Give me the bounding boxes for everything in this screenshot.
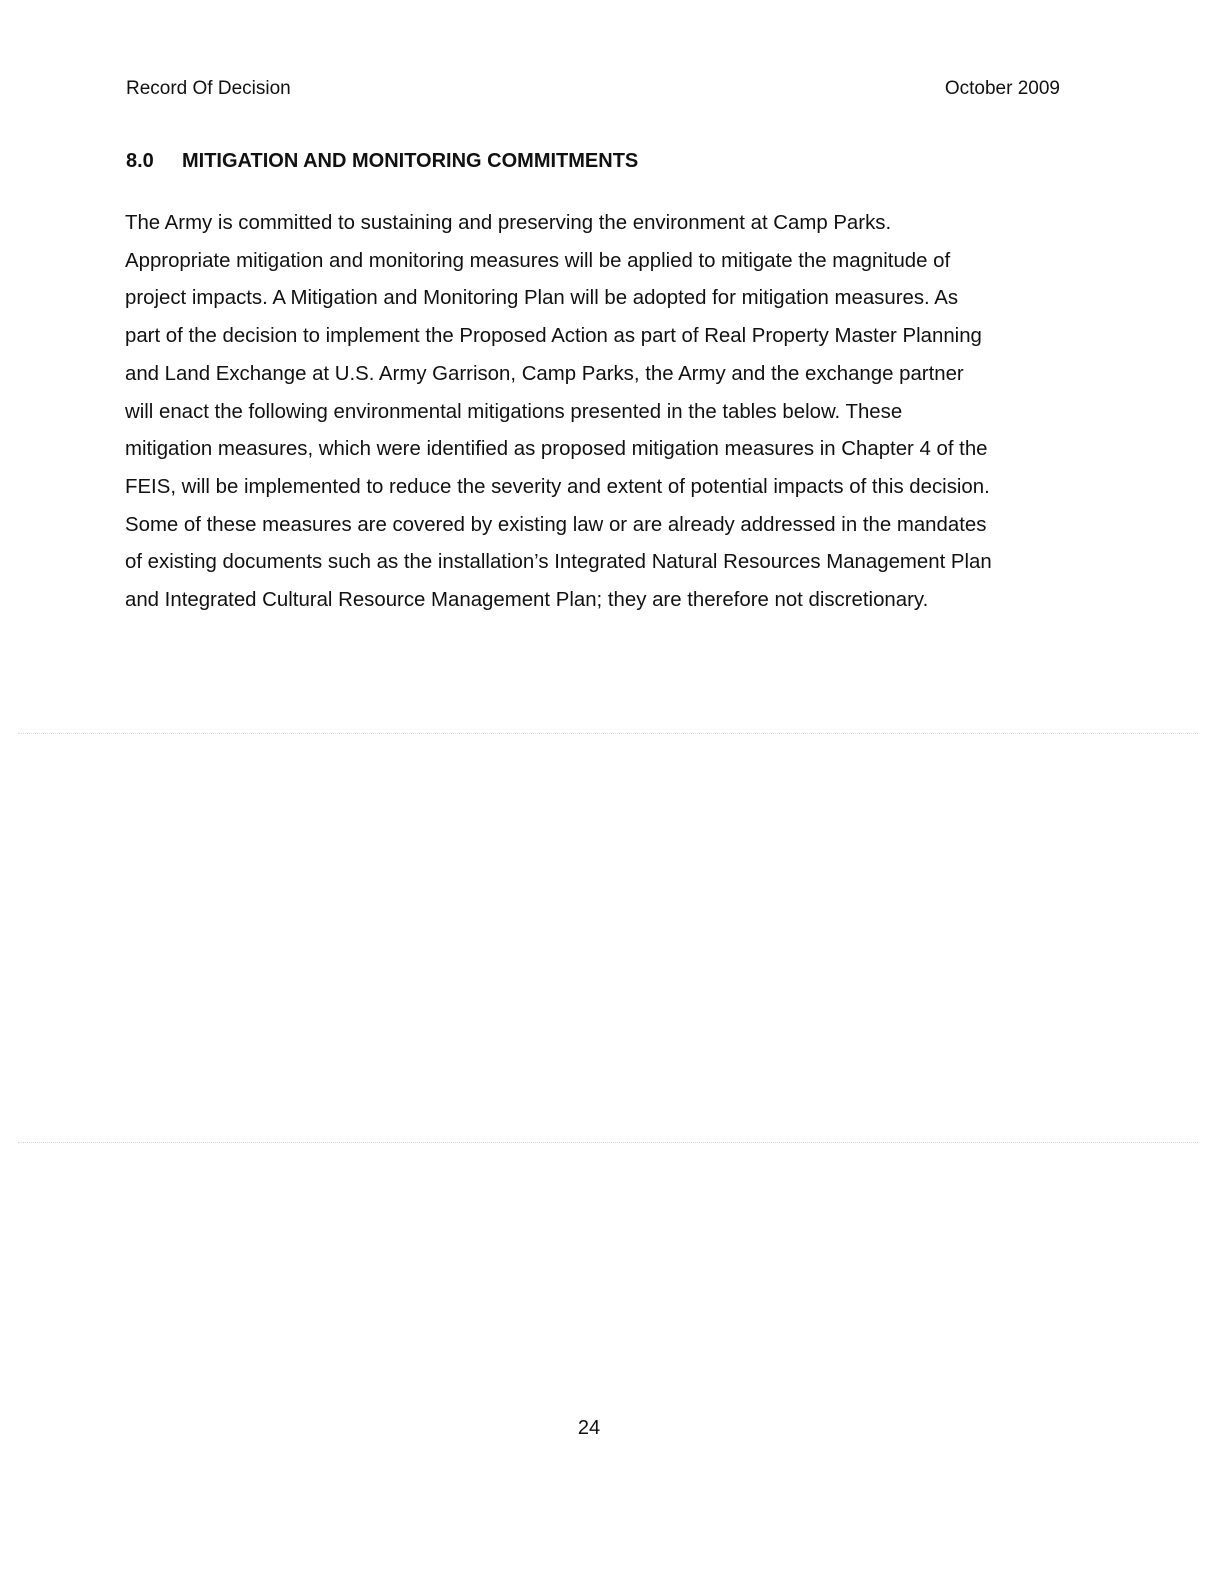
body-paragraph [125,205,1069,620]
section-number: 8.0 [126,150,154,172]
paragraph-line: will enact the following environmental mitigations presented in the tables below. These [125,400,903,423]
paragraph-line: and Land Exchange at U.S. Army Garrison, Camp Parks, the Army and the exchange partner [125,362,964,385]
section-title: MITIGATION AND MONITORING COMMITMENTS [182,150,639,172]
paragraph-line: FEIS, will be implemented to reduce the severity and extent of potential impacts of this decision. [125,475,990,498]
scan-artifact-line [18,733,1198,734]
header-document-title: Record Of Decision [126,78,291,99]
paragraph-line: mitigation measures, which were identified as proposed mitigation measures in Chapter 4 of the [125,438,988,461]
scan-artifact-line [18,1142,1198,1143]
section-heading [126,148,638,174]
paragraph-line: and Integrated Cultural Resource Management Plan; they are therefore not discretionary. [125,589,929,612]
paragraph-line: part of the decision to implement the Proposed Action as part of Real Property Master Planning [125,325,982,348]
paragraph-line: The Army is committed to sustaining and preserving the environment at Camp Parks. [125,212,892,234]
paragraph-line: Appropriate mitigation and monitoring measures will be applied to mitigate the magnitude of [125,249,951,272]
paragraph-line: project impacts. A Mitigation and Monitoring Plan will be adopted for mitigation measures. As [125,287,959,310]
paragraph-line: of existing documents such as the installation’s Integrated Natural Resources Management Plan [125,551,992,574]
page-number: 24 [577,1417,601,1439]
header-date: October 2009 [944,78,1060,99]
paragraph-line: Some of these measures are covered by existing law or are already addressed in the mandates [125,513,987,536]
